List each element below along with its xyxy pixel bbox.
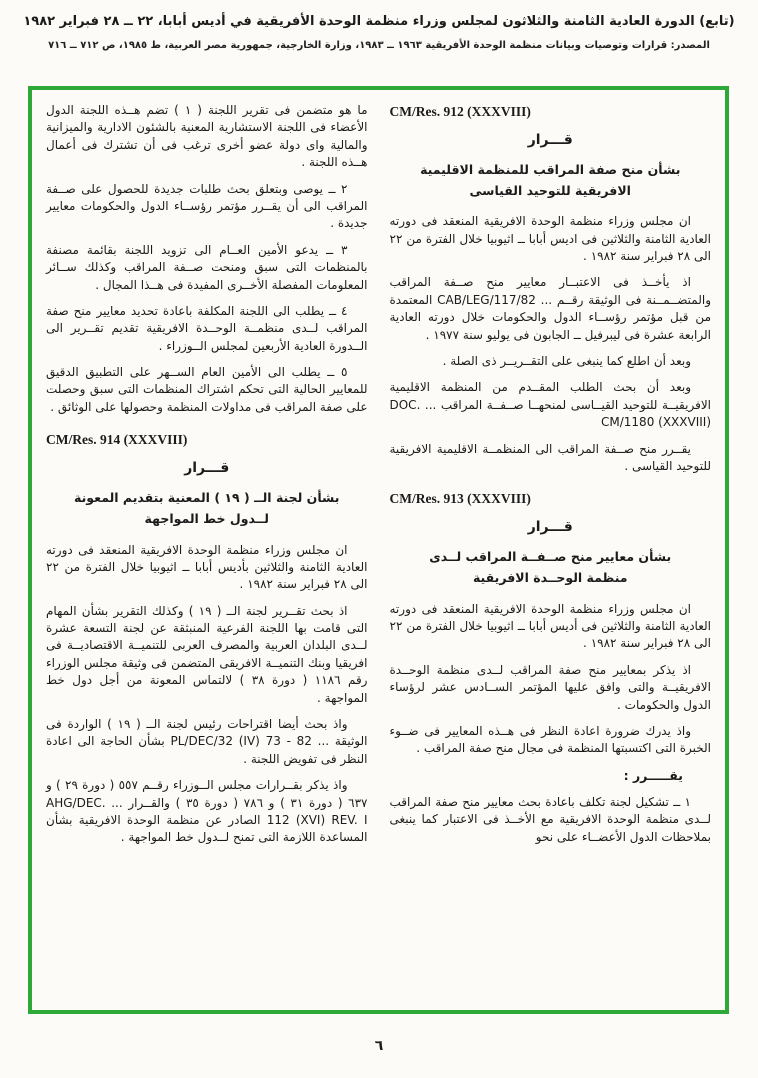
paragraph: وبعد أن اطلع كما ينبغى على التقــريــر ذى الصلة . xyxy=(442,353,691,368)
resolution-title: قـــرار xyxy=(527,519,573,536)
paragraph: واذ يذكر بقــرارات مجلس الــوزراء رقــم ٥٥٧ ( دورة ٢٩ ) و ٦٣٧ ( دورة ٣١ ) و ٧٨٦ ( دورة ٣٥ ) والقــرار ... AHG/DEC. 112 (XVI) REV. I الصادر عن منظمة الوحدة الافريقية بشأن المساعدة اللازمة التى تمنح لــدول خط المواجهة . xyxy=(46,778,368,845)
resolution-ref-913: CM/Res. 913 (XXXVIII) xyxy=(389,491,531,507)
resolution-ref-914: CM/Res. 914 (XXXVIII) xyxy=(46,432,188,448)
document-frame xyxy=(28,86,729,1014)
paragraph: ٢ ــ يوصى وبتعلق بحث طلبات جديدة للحصول على صــفة المراقب الى أن يقــرر مؤتمر رؤســاء الدول والحكومات معايير جديدة . xyxy=(46,181,368,231)
paragraph: اذ يذكر بمعايير منح صفة المراقب لــدى منظمة الوحــدة الافريقيــة والتى وافق عليها المؤتمر الســادس عشر لرؤساء الدول والحكومات . xyxy=(389,662,711,712)
paragraph: ٥ ــ يطلب الى الأمين العام الســهر على التطبيق الدقيق للمعايير الحالية التى تحكم اشتراك المنظمات التى سبق وحصلت على صفة المراقب فى مداولات المنظمة وحصولها على الوثائق . xyxy=(46,365,368,414)
resolution-subtitle: بشأن منح صفة المراقب للمنظمة الاقليمية الافريقية للتوحيد القياسى xyxy=(420,162,681,198)
resolution-subtitle: بشأن لجنة الــ ( ١٩ ) المعنية بتقديم المعونة لــدول خط المواجهة xyxy=(74,490,340,526)
paragraph: اذ بحث تقــرير لجنة الــ ( ١٩ ) وكذلك التقرير بشأن المهام التى قامت بها اللجنة الفرعية المنبثقة عن لجنة التسعة عشرة لــدى البلدان العربية والمصرف العربى للتنميــة الاقتصاديــة فى افريقيا وبنك التنميــة الافريقى المتضمن فى وثيقة مجلس الوزراء رقم ١١٨٦ ( دورة ٣٨ ) لالتماس المعونة من أجل دول خط المواجهة . xyxy=(46,603,368,705)
paragraph: واذ بحث أيضا اقتراحات رئيس لجنة الــ ( ١٩ ) الواردة فى الوثيقة ... PL/DEC/32 (IV) 73 - 82 بشأن الحاجة الى اعادة النظر فى تفويض اللجنة . xyxy=(46,717,368,766)
paragraph: واذ يدرك ضرورة اعادة النظر فى هــذه المعايير فى ضــوء الخبرة التى اكتسبتها المنظمة فى مجال منح صفة المراقب . xyxy=(389,723,711,756)
paragraph: وبعد أن بحث الطلب المقــدم من المنظمة الاقليمية الافريقيــة للتوحيد القيــاسى لمنحهــا صــفــة المراقب ... DOC. CM/1180 (XXXVIII) xyxy=(389,380,711,430)
column-left xyxy=(46,102,368,998)
header-session-line: (تابع) الدورة العادية الثامنة والثلاثون لمجلس وزراء منظمة الوحدة الأفريقية في أديس أبابا، ٢٢ ــ ٢٨ فبراير ١٩٨٢ xyxy=(23,14,735,29)
paragraph: ان مجلس وزراء منظمة الوحدة الافريقية المنعقد فى دورته العادية الثامنة والثلاثين بأديس أبابا ــ اثيوبيا خلال الفترة من ٢٢ الى ٢٨ فبراير سنة ١٩٨٢ . xyxy=(46,542,368,592)
resolution-title: قـــرار xyxy=(184,460,230,477)
paragraph: ان مجلس وزراء منظمة الوحدة الافريقية المنعقد فى دورته العادية الثامنة والثلاثين فى أديس أبابا ــ اثيوبيا خلال الفترة من ٢٢ الى ٢٨ فبراير سنة ١٩٨٢ . xyxy=(389,601,711,651)
header-source-line: المصدر: قرارات وتوصيات وبيانات منظمة الوحدة الأفريقية ١٩٦٣ ــ ١٩٨٣، وزارة الخارجية، جمهورية مصر العربية، ط ١٩٨٥، ص ٧١٢ ــ ٧١٦ xyxy=(48,39,710,51)
page-number: ٦ xyxy=(374,1038,384,1054)
paragraph: اذ يأخــذ فى الاعتبــار معايير منح صــفة المراقب والمتضــمــنة فى الوثيقة رقــم ... CAB/LEG/117/82 المعتمدة من قبل مؤتمر رؤســاء الدول والحكومات خلال دورته العادية الرابعة عشرة فى ليبرفيل ــ الجابون فى يوليو سنة ١٩٧٧ . xyxy=(389,275,711,342)
column-right xyxy=(390,102,712,998)
resolution-title: قـــرار xyxy=(527,132,573,148)
resolution-ref-912: CM/Res. 912 (XXXVIII) xyxy=(389,104,531,119)
paragraph: ان مجلس وزراء منظمة الوحدة الافريقية المنعقد فى دورته العادية الثامنة والثلاثين فى اديس أبابا ــ اثيوبيا خلال الفترة من ٢٢ الى ٢٨ فبراير سنة ١٩٨٢ . xyxy=(389,214,711,264)
paragraph: ٤ ــ يطلب الى اللجنة المكلفة باعادة تحديد معايير منح صفة المراقب لــدى منظمــة الوحــدة الافريقية تقديم تقــرير الى الــدورة العادية الأربعين لمجلس الــوزراء . xyxy=(46,303,368,353)
paragraph: ١ ــ تشكيل لجنة تكلف باعادة بحث معايير منح صفة المراقب لــدى منظمة الوحدة الافريقية مع الأخــذ فى الاعتبار كما ينبغى بملاحظات الدول الأعضــاء على نحو xyxy=(389,794,711,844)
paragraph-continuation: ما هو متضمن فى تقرير اللجنة ( ١ ) تضم هــذه اللجنة الدول الأعضاء فى اللجنة الاستشارية المعنية بالشئون الادارية والميزانية والمالية واى دولة عضو أخرى ترغب فى أن تشترك فى أعمال هــذه اللجنة . xyxy=(46,103,368,170)
paragraph: يقــرر منح صــفة المراقب الى المنظمــة الاقليمية الافريقية للتوحيد القياسى . xyxy=(389,441,711,473)
paragraph: ٣ ــ يدعو الأمين العــام الى تزويد اللجنة بقائمة مصنفة بالمنظمات التى سبق ومنحت صــفة المراقب وكذلك ســائر المعلومات المفصلة الأخــرى المفيدة فى هــذا المجال . xyxy=(46,242,368,292)
page-header xyxy=(12,12,746,51)
resolution-subtitle: بشأن معايير منح صــفــة المراقب لــدى منظمة الوحــدة الافريقية xyxy=(429,549,672,585)
text-columns xyxy=(32,90,725,1010)
decides-label: يقـــــرر : xyxy=(623,767,683,783)
